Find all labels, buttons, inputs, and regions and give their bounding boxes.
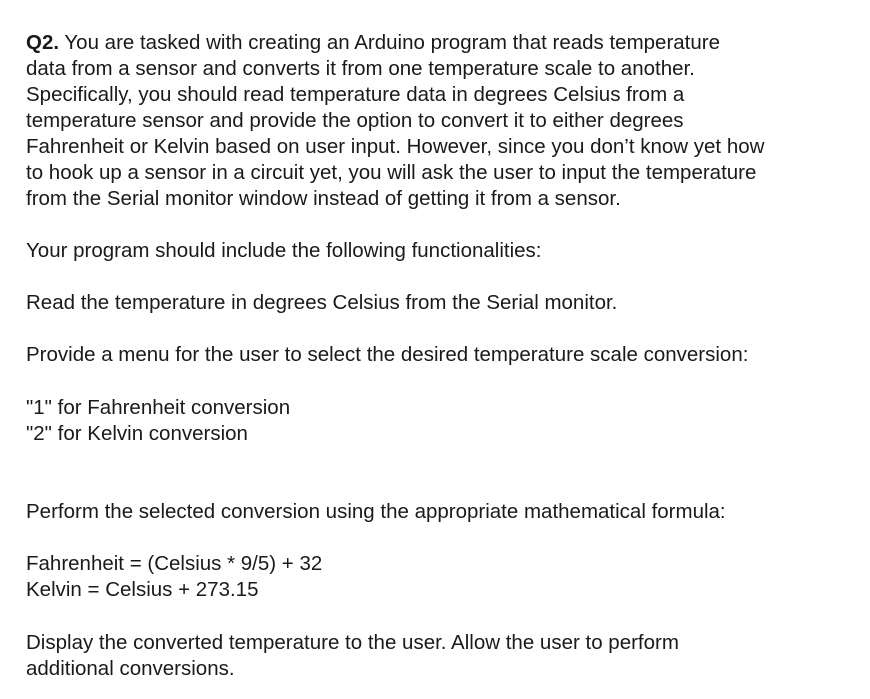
display-step-line-2: additional conversions. [26, 657, 235, 680]
read-step: Read the temperature in degrees Celsius from the Serial monitor. [26, 291, 618, 314]
question-line-7: from the Serial monitor window instead of getting it from a sensor. [26, 187, 621, 210]
menu-intro: Provide a menu for the user to select the desired temperature scale conversion: [26, 343, 749, 366]
functionalities-intro: Your program should include the following functionalities: [26, 239, 542, 262]
formula-fahrenheit: Fahrenheit = (Celsius * 9/5) + 32 [26, 552, 323, 575]
formulas [26, 551, 322, 603]
question-line-3: Specifically, you should read temperature data in degrees Celsius from a [26, 83, 685, 106]
display-step [26, 630, 679, 682]
conversion-intro: Perform the selected conversion using the appropriate mathematical formula: [26, 500, 726, 523]
question-label: Q2. [26, 31, 60, 54]
question-paragraph [26, 30, 764, 212]
menu-option-fahrenheit: "1" for Fahrenheit conversion [26, 396, 291, 419]
menu-option-kelvin: "2" for Kelvin conversion [26, 422, 248, 445]
question-line-4: temperature sensor and provide the option to convert it to either degrees [26, 109, 684, 132]
display-step-line-1: Display the converted temperature to the user. Allow the user to perform [26, 631, 679, 654]
question-line-1: Q2. You are tasked with creating an Arduino program that reads temperature [26, 31, 721, 54]
question-line-2: data from a sensor and converts it from one temperature scale to another. [26, 57, 695, 80]
formula-kelvin: Kelvin = Celsius + 273.15 [26, 578, 259, 601]
question-line-5: Fahrenheit or Kelvin based on user input. However, since you don’t know yet how [26, 135, 765, 158]
question-line-6: to hook up a sensor in a circuit yet, you will ask the user to input the temperature [26, 161, 757, 184]
menu-options [26, 395, 290, 447]
